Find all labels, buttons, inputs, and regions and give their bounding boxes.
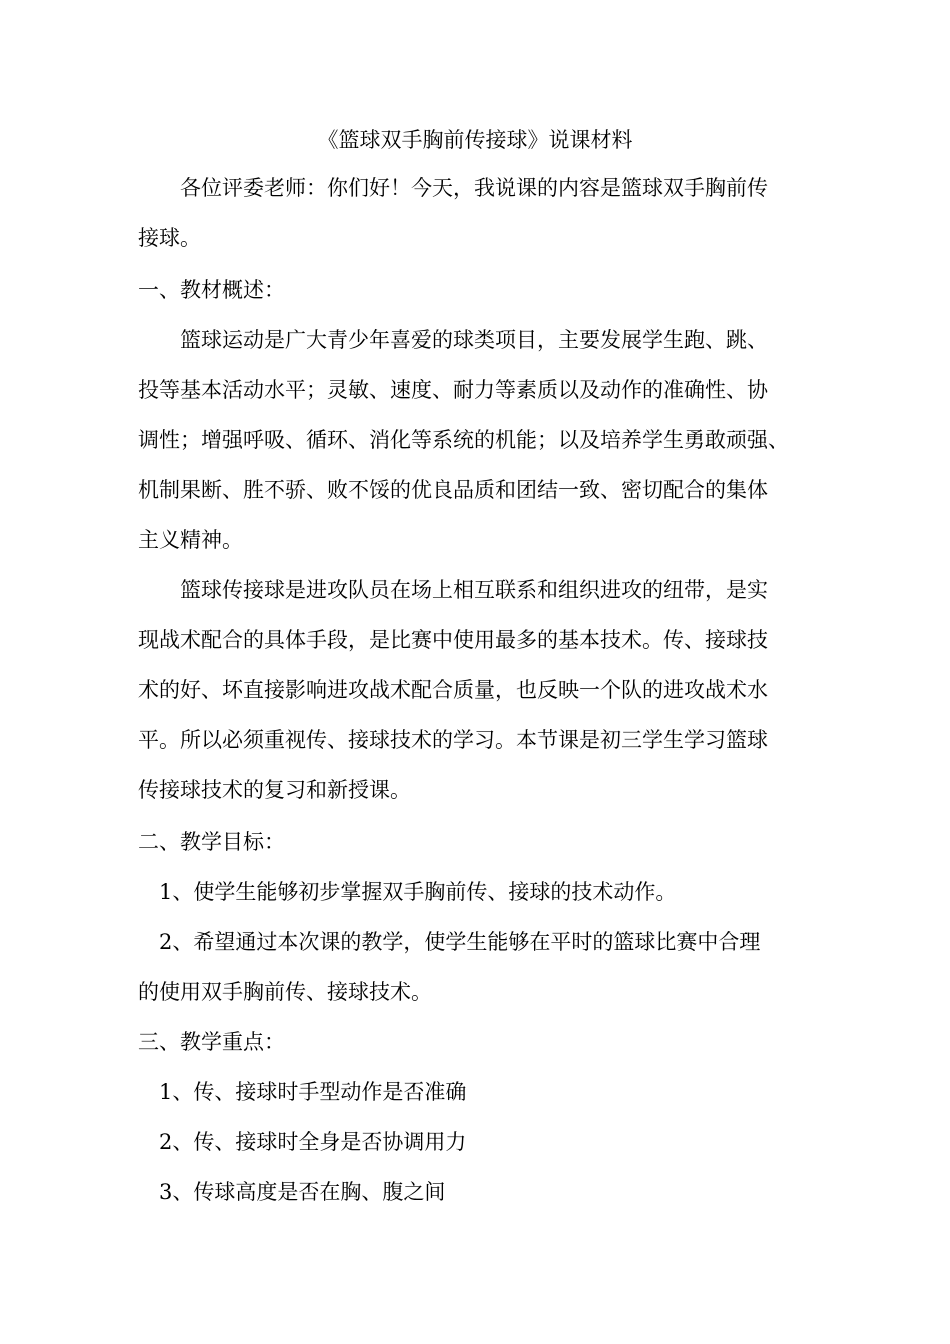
section-heading-key-points: 三、教学重点：: [138, 1030, 285, 1054]
list-item: 2、希望通过本次课的教学，使学生能够在平时的篮球比赛中合理: [138, 930, 761, 954]
section-heading-materials: 一、教材概述：: [138, 278, 285, 302]
list-item-continuation: 的使用双手胸前传、接球技术。: [138, 980, 432, 1004]
paragraph-line: 机制果断、胜不骄、败不馁的优良品质和团结一致、密切配合的集体: [138, 478, 768, 502]
greeting-line-1: 各位评委老师：你们好！今天，我说课的内容是篮球双手胸前传: [138, 176, 768, 200]
paragraph-line: 主义精神。: [138, 528, 243, 552]
list-item: 1、使学生能够初步掌握双手胸前传、接球的技术动作。: [138, 880, 677, 904]
paragraph-line: 传接球技术的复习和新授课。: [138, 778, 411, 802]
list-item: 2、传、接球时全身是否协调用力: [138, 1130, 467, 1154]
paragraph-line: 篮球运动是广大青少年喜爱的球类项目，主要发展学生跑、跳、: [138, 328, 768, 352]
paragraph-line: 调性；增强呼吸、循环、消化等系统的机能；以及培养学生勇敢顽强、: [138, 428, 789, 452]
greeting-line-2: 接球。: [138, 226, 201, 250]
document-title: 《篮球双手胸前传接球》说课材料: [317, 128, 633, 152]
list-item: 3、传球高度是否在胸、腹之间: [138, 1180, 446, 1204]
paragraph-line: 篮球传接球是进攻队员在场上相互联系和组织进攻的纽带，是实: [138, 578, 768, 602]
paragraph-line: 平。所以必须重视传、接球技术的学习。本节课是初三学生学习篮球: [138, 728, 768, 752]
paragraph-line: 术的好、坏直接影响进攻战术配合质量，也反映一个队的进攻战术水: [138, 678, 768, 702]
section-heading-objectives: 二、教学目标：: [138, 830, 285, 854]
paragraph-line: 现战术配合的具体手段，是比赛中使用最多的基本技术。传、接球技: [138, 628, 768, 652]
paragraph-line: 投等基本活动水平；灵敏、速度、耐力等素质以及动作的准确性、协: [138, 378, 768, 402]
list-item: 1、传、接球时手型动作是否准确: [138, 1080, 467, 1104]
